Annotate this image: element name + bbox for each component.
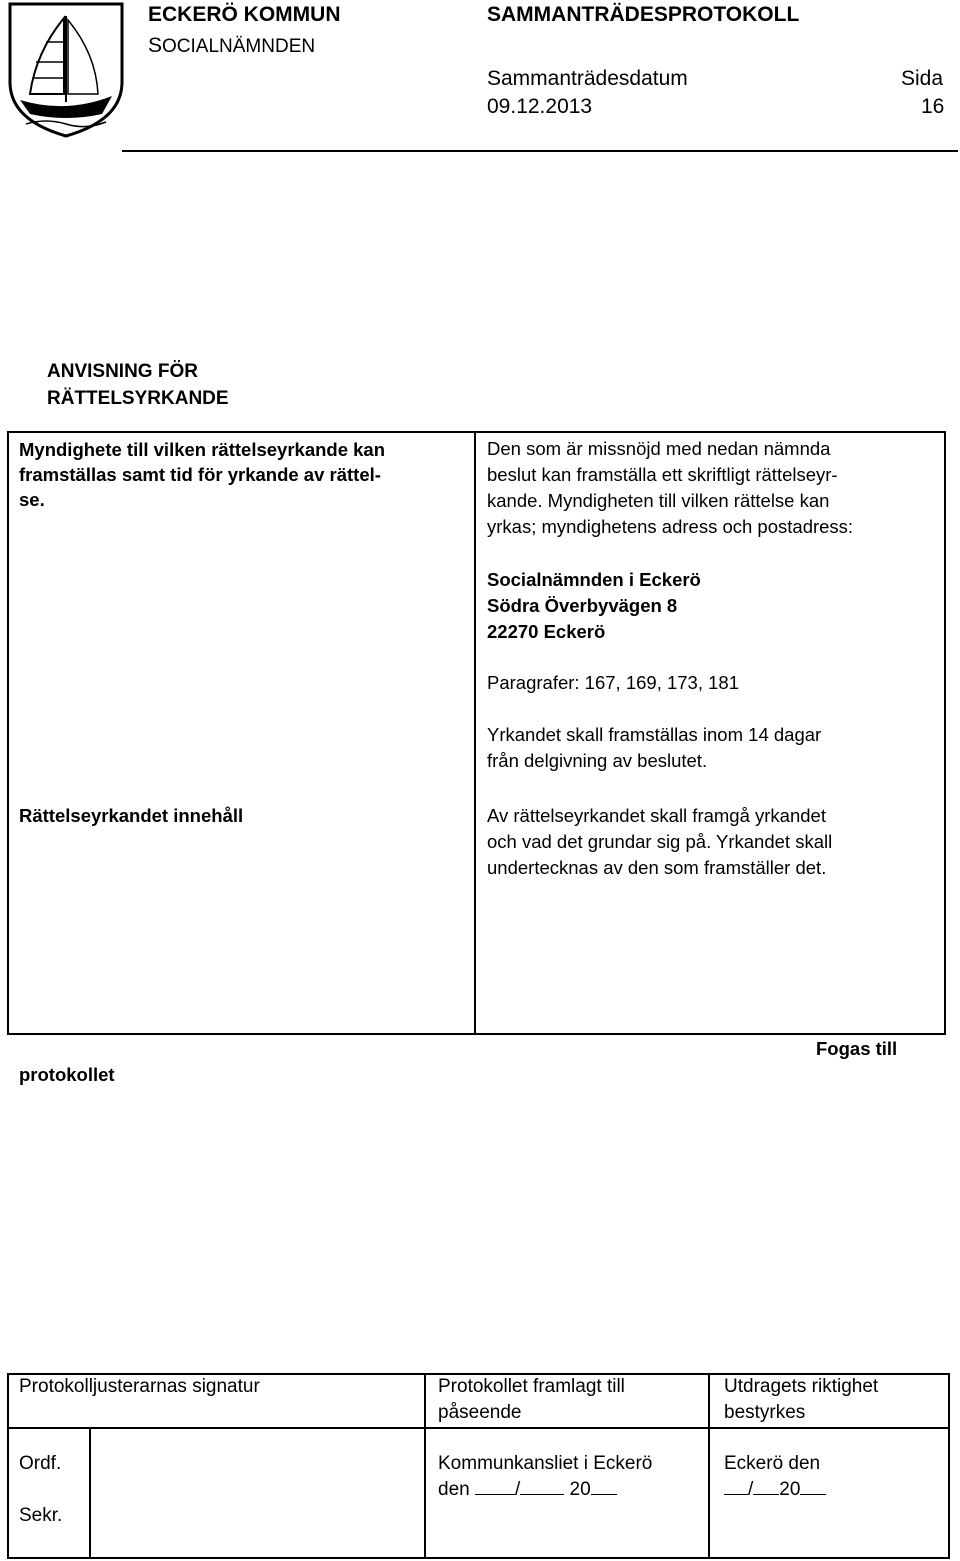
body-line: Eckerö den	[724, 1453, 821, 1474]
label-line: Myndighete till vilken rättelseyrkande kan	[19, 439, 386, 460]
deadline-text	[487, 722, 927, 774]
year-blank	[800, 1494, 826, 1495]
date-slash: /	[748, 1479, 754, 1500]
address-line: Socialnämnden i Eckerö	[487, 569, 701, 590]
body-line: Kommunkansliet i Eckerö	[438, 1453, 653, 1474]
coat-of-arms-ship-logo	[6, 2, 126, 138]
text-line: yrkas; myndighetens adress och postadress:	[487, 516, 854, 537]
authority-address	[487, 567, 927, 645]
board-name-initial: S	[148, 34, 163, 57]
document-type: SAMMANTRÄDESPROTOKOLL	[487, 3, 800, 26]
date-line	[438, 1477, 652, 1503]
address-line: Södra Överbyvägen 8	[487, 595, 678, 616]
section-title	[47, 358, 229, 412]
month-blank	[753, 1494, 779, 1495]
paragraph-list: Paragrafer: 167, 169, 173, 181	[487, 672, 739, 693]
header-line: Utdragets riktighet	[724, 1376, 879, 1397]
address-line: 22270 Eckerö	[487, 621, 606, 642]
meeting-date-label: Sammanträdesdatum	[487, 67, 688, 90]
displayed-location	[438, 1451, 652, 1503]
day-blank	[475, 1494, 515, 1495]
intro-text	[487, 436, 927, 540]
authority-and-deadline-label	[19, 437, 469, 512]
den-label: den	[438, 1479, 470, 1500]
text-line: Yrkandet skall framställas inom 14 dagar	[487, 724, 822, 745]
year-blank	[591, 1494, 617, 1495]
secretary-label: Sekr.	[19, 1505, 63, 1526]
certified-header	[724, 1374, 878, 1426]
day-blank	[724, 1494, 748, 1495]
text-line: Den som är missnöjd med nedan nämnda	[487, 438, 831, 459]
section-title-line: ANVISNING FÖR	[47, 361, 198, 382]
section-title-line: RÄTTELSYRKANDE	[47, 388, 229, 409]
text-line: Av rättelseyrkandet skall framgå yrkandet	[487, 805, 826, 826]
year-prefix: 20	[779, 1479, 801, 1500]
board-name	[148, 34, 315, 58]
page-label: Sida	[901, 67, 944, 90]
meeting-date-value: 09.12.2013	[487, 95, 593, 118]
municipality-name: ECKERÖ KOMMUN	[148, 3, 341, 26]
adjusters-signature-header: Protokolljusterarnas signatur	[19, 1376, 260, 1397]
label-line: framställas samt tid för yrkande av rättel-	[19, 464, 381, 485]
text-line: undertecknas av den som framställer det.	[487, 857, 827, 878]
attach-to-label: Fogas till	[816, 1038, 898, 1059]
date-line	[724, 1477, 826, 1503]
header-line: påseende	[438, 1402, 522, 1423]
header-line: bestyrkes	[724, 1402, 806, 1423]
displayed-header	[438, 1374, 625, 1426]
text-line: från delgivning av beslutet.	[487, 750, 708, 771]
attach-protocol-label: protokollet	[19, 1064, 115, 1085]
month-blank	[520, 1494, 564, 1495]
date-slash: /	[514, 1479, 521, 1500]
board-name-rest: OCIALNÄMNDEN	[162, 36, 316, 57]
content-text	[487, 803, 927, 881]
content-label: Rättelseyrkandet innehåll	[19, 805, 244, 826]
signature-table-col-divider	[424, 1373, 426, 1559]
text-line: och vad det grundar sig på. Yrkandet skall	[487, 831, 833, 852]
text-line: kande. Myndigheten till vilken rättelse kan	[487, 490, 830, 511]
signature-table-sub-divider	[89, 1427, 91, 1559]
page-number: 16	[921, 95, 945, 118]
chairman-label: Ordf.	[19, 1453, 62, 1474]
signature-table-row-divider	[7, 1427, 950, 1429]
header-line: Protokollet framlagt till	[438, 1376, 625, 1397]
certified-location	[724, 1451, 826, 1503]
text-line: beslut kan framställa ett skriftligt rättelseyr-	[487, 464, 838, 485]
label-line: se.	[19, 489, 45, 510]
signature-table-col-divider	[708, 1373, 710, 1559]
year-prefix: 20	[569, 1479, 591, 1500]
header-divider	[122, 150, 958, 152]
table-column-divider	[474, 431, 476, 1035]
